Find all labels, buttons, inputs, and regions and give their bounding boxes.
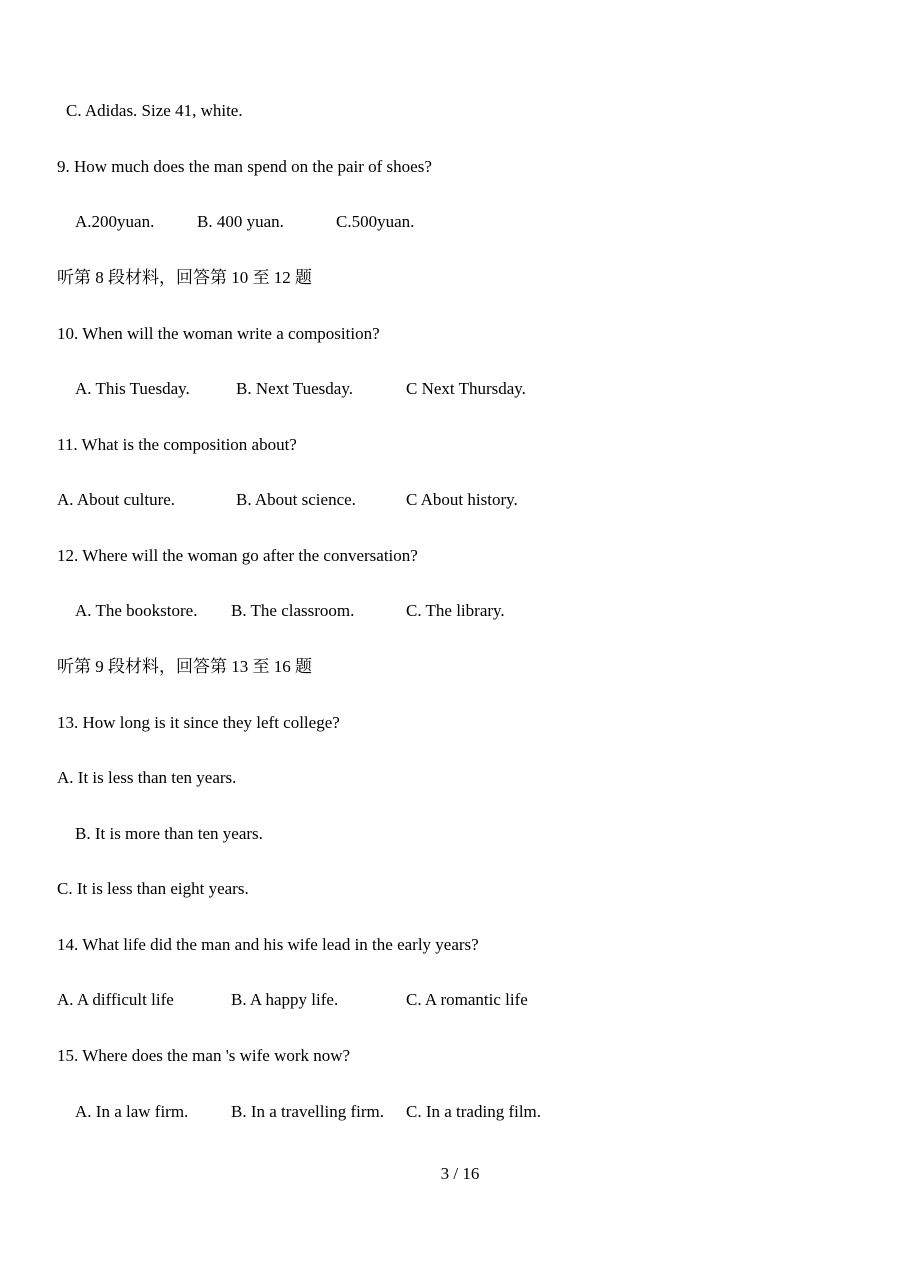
q14-option-b: B. A happy life. <box>231 990 339 1009</box>
q9-option-c: C.500yuan. <box>336 212 415 231</box>
q10-option-c: C Next Thursday. <box>406 379 526 398</box>
q13-option-b: B. It is more than ten years. <box>75 824 263 843</box>
option-c-q8: C. Adidas. Size 41, white. <box>66 101 243 120</box>
q11-option-c: C About history. <box>406 490 518 509</box>
question-15: 15. Where does the man 's wife work now? <box>57 1046 351 1065</box>
q15-option-b: B. In a travelling firm. <box>231 1102 384 1121</box>
q10-option-a: A. This Tuesday. <box>75 379 190 398</box>
section-heading-9: 听第 9 段材料，回答第 13 至 16 题 <box>57 657 312 676</box>
q15-option-a: A. In a law firm. <box>75 1102 189 1121</box>
question-11: 11. What is the composition about? <box>57 435 297 454</box>
question-13: 13. How long is it since they left college? <box>57 713 340 732</box>
q9-option-a: A.200yuan. <box>75 212 155 231</box>
q12-option-b: B. The classroom. <box>231 601 355 620</box>
page-number: 3 / 16 <box>440 1164 480 1183</box>
q11-option-b: B. About science. <box>236 490 356 509</box>
q13-option-c: C. It is less than eight years. <box>57 879 249 898</box>
q10-option-b: B. Next Tuesday. <box>236 379 353 398</box>
q9-option-b: B. 400 yuan. <box>197 212 284 231</box>
q12-option-c: C. The library. <box>406 601 505 620</box>
q15-option-c: C. In a trading film. <box>406 1102 542 1121</box>
question-9: 9. How much does the man spend on the pair of shoes? <box>57 157 432 176</box>
question-12: 12. Where will the woman go after the conversation? <box>57 546 418 565</box>
q14-option-a: A. A difficult life <box>57 990 174 1009</box>
question-10: 10. When will the woman write a composition? <box>57 324 380 343</box>
q11-option-a: A. About culture. <box>57 490 176 509</box>
q13-option-a: A. It is less than ten years. <box>57 768 237 787</box>
q14-option-c: C. A romantic life <box>406 990 528 1009</box>
section-heading-8: 听第 8 段材料，回答第 10 至 12 题 <box>57 268 312 287</box>
question-14: 14. What life did the man and his wife lead in the early years? <box>57 935 479 954</box>
q12-option-a: A. The bookstore. <box>75 601 198 620</box>
